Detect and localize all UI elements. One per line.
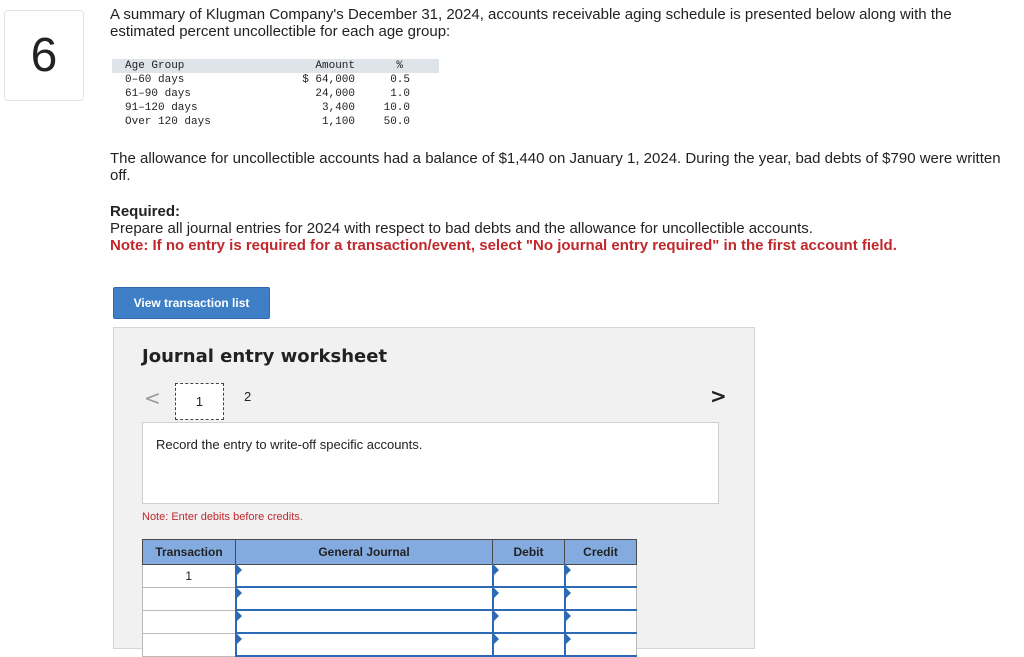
account-field[interactable] [236, 633, 493, 656]
debit-field[interactable] [493, 610, 565, 633]
aging-percent: 1.0 [390, 88, 410, 100]
table-row [143, 565, 637, 588]
instruction-box [142, 422, 719, 504]
aging-header-row [112, 59, 439, 73]
aging-header-amount: Amount [265, 59, 355, 73]
column-header-credit: Credit [565, 540, 637, 565]
account-field[interactable] [236, 565, 493, 588]
transaction-cell [143, 587, 236, 610]
required-section [110, 203, 897, 254]
credit-field[interactable] [565, 565, 637, 588]
aging-percent: 50.0 [383, 116, 410, 128]
aging-header-age-group: Age Group [112, 59, 265, 73]
credit-field[interactable] [565, 610, 637, 633]
transaction-cell [143, 610, 236, 633]
instruction-text: Record the entry to write-off specific accounts. [156, 437, 423, 452]
aging-amount: $ 64,000 [302, 74, 355, 86]
worksheet-title: Journal entry worksheet [142, 346, 388, 367]
aging-age-group: 61–90 days [125, 88, 192, 100]
aging-amount: 24,000 [315, 88, 355, 100]
chevron-left-icon[interactable]: < [144, 386, 161, 410]
aging-age-group: Over 120 days [125, 116, 211, 128]
view-transaction-list-button[interactable]: View transaction list [113, 287, 270, 319]
page-tab-2[interactable]: 2 [244, 389, 252, 404]
debit-field[interactable] [493, 587, 565, 610]
required-note: Note: If no entry is required for a transaction/event, select "No journal entry required" in the first account field. [110, 237, 897, 254]
aging-age-group: 91–120 days [125, 102, 198, 114]
table-row [112, 101, 439, 115]
aging-header-percent: % [355, 59, 439, 73]
aging-age-group: 0–60 days [125, 74, 185, 86]
transaction-cell: 1 [143, 565, 236, 588]
aging-percent: 10.0 [383, 102, 410, 114]
table-row [112, 115, 439, 129]
column-header-transaction: Transaction [143, 540, 236, 565]
credit-field[interactable] [565, 633, 637, 656]
table-row [143, 610, 637, 633]
enter-debits-note: Note: Enter debits before credits. [142, 511, 303, 523]
table-row [112, 73, 439, 87]
aging-amount: 3,400 [321, 102, 355, 114]
table-row [112, 87, 439, 101]
question-number: 6 [4, 10, 84, 101]
balance-text: The allowance for uncollectible accounts had a balance of $1,440 on January 1, 2024. During the year, bad debts of $790 were written off. [110, 150, 1001, 184]
column-header-debit: Debit [493, 540, 565, 565]
account-field[interactable] [236, 587, 493, 610]
credit-field[interactable] [565, 587, 637, 610]
transaction-cell [143, 633, 236, 656]
aging-percent: 0.5 [390, 74, 410, 86]
debit-field[interactable] [493, 565, 565, 588]
journal-header-row [143, 540, 637, 565]
aging-schedule-table [112, 59, 439, 129]
required-body: Prepare all journal entries for 2024 with respect to bad debts and the allowance for uncollectible accounts. [110, 220, 813, 237]
aging-amount: 1,100 [321, 116, 355, 128]
debit-field[interactable] [493, 633, 565, 656]
journal-entry-worksheet [113, 327, 755, 649]
account-field[interactable] [236, 610, 493, 633]
journal-table [142, 539, 637, 657]
table-row [143, 633, 637, 656]
required-heading: Required: [110, 203, 181, 220]
chevron-right-icon[interactable]: > [710, 384, 727, 408]
column-header-general-journal: General Journal [236, 540, 493, 565]
table-row [143, 587, 637, 610]
intro-text: A summary of Klugman Company's December 31, 2024, accounts receivable aging schedule is presented below along with the estimated percent uncollectible for each age group: [110, 6, 952, 40]
page-tab-1[interactable]: 1 [175, 383, 224, 420]
